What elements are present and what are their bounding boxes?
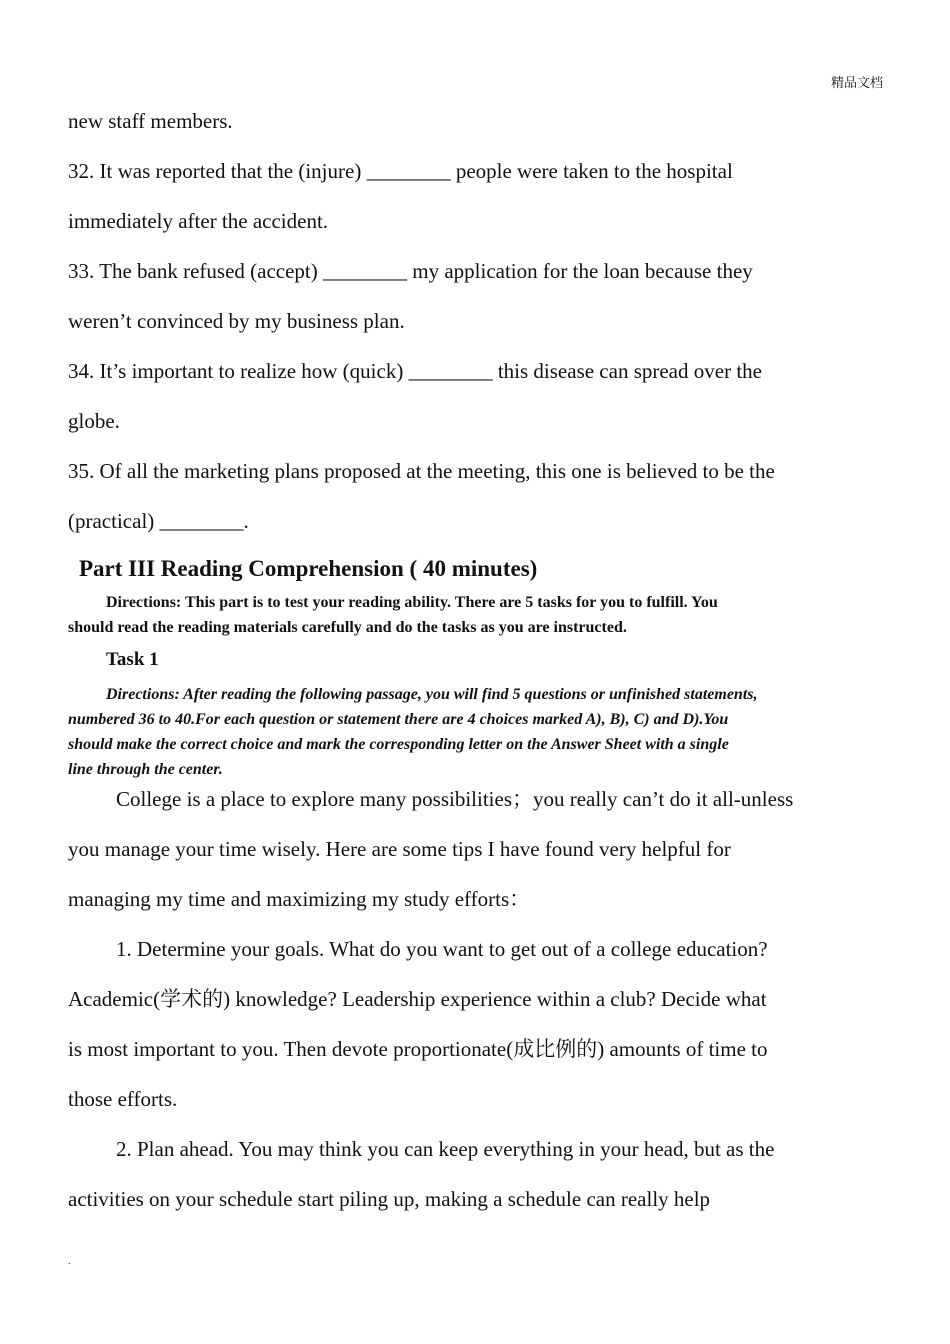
- passage-line: you manage your time wisely. Here are some tips I have found very helpful for: [68, 837, 731, 861]
- question-line: new staff members.: [68, 109, 233, 133]
- question-34-line-1: 34. It’s important to realize how (quick) ________ this disease can spread over the: [68, 359, 762, 383]
- part3-directions-line-1: Directions: This part is to test your reading ability. There are 5 tasks for you to fulfill. You: [106, 594, 718, 611]
- passage-line: activities on your schedule start piling up, making a schedule can really help: [68, 1187, 711, 1211]
- task1-directions-line: Directions: After reading the following passage, you will find 5 questions or unfinished statements,: [106, 686, 758, 703]
- passage-paragraph-3: [68, 1124, 888, 1224]
- part3-directions: [68, 590, 888, 640]
- task1-directions: [68, 682, 888, 782]
- document-page: [68, 96, 888, 1224]
- passage-line: is most important to you. Then devote proportionate(成比例的) amounts of time to: [68, 1037, 768, 1061]
- passage-line: Academic(学术的) knowledge? Leadership experience within a club? Decide what: [68, 987, 767, 1011]
- fill-in-questions: [68, 96, 888, 546]
- part3-heading: Part III Reading Comprehension ( 40 minutes): [79, 556, 538, 581]
- question-34-line-2: globe.: [68, 409, 120, 433]
- question-32-line-2: immediately after the accident.: [68, 209, 329, 233]
- passage-line: 2. Plan ahead. You may think you can keep everything in your head, but as the: [116, 1137, 775, 1161]
- passage-line: those efforts.: [68, 1087, 178, 1111]
- footer-mark: .: [68, 1256, 71, 1267]
- passage-line: 1. Determine your goals. What do you want to get out of a college education?: [116, 937, 768, 961]
- question-33-line-2: weren’t convinced by my business plan.: [68, 309, 405, 333]
- part3-directions-line-2: should read the reading materials carefully and do the tasks as you are instructed.: [68, 619, 627, 636]
- task1-directions-line: line through the center.: [68, 761, 223, 778]
- question-35-line-1: 35. Of all the marketing plans proposed at the meeting, this one is believed to be the: [68, 459, 775, 483]
- question-32-line-1: 32. It was reported that the (injure) ________ people were taken to the hospital: [68, 159, 733, 183]
- passage-paragraph-2: [68, 924, 888, 1124]
- question-35-line-2: (practical) ________.: [68, 509, 249, 533]
- task1-directions-line: should make the correct choice and mark the corresponding letter on the Answer Sheet with a single: [68, 736, 729, 753]
- question-33-line-1: 33. The bank refused (accept) ________ my application for the loan because they: [68, 259, 753, 283]
- header-watermark: 精品文档: [830, 76, 883, 91]
- passage-line: managing my time and maximizing my study efforts：: [68, 887, 531, 911]
- passage-line: College is a place to explore many possibilities；you really can’t do it all-unless: [116, 787, 794, 811]
- passage-paragraph-1: [68, 774, 888, 924]
- task1-directions-line: numbered 36 to 40.For each question or statement there are 4 choices marked A), B), C) and D).You: [68, 711, 729, 728]
- task1-title: Task 1: [106, 649, 159, 670]
